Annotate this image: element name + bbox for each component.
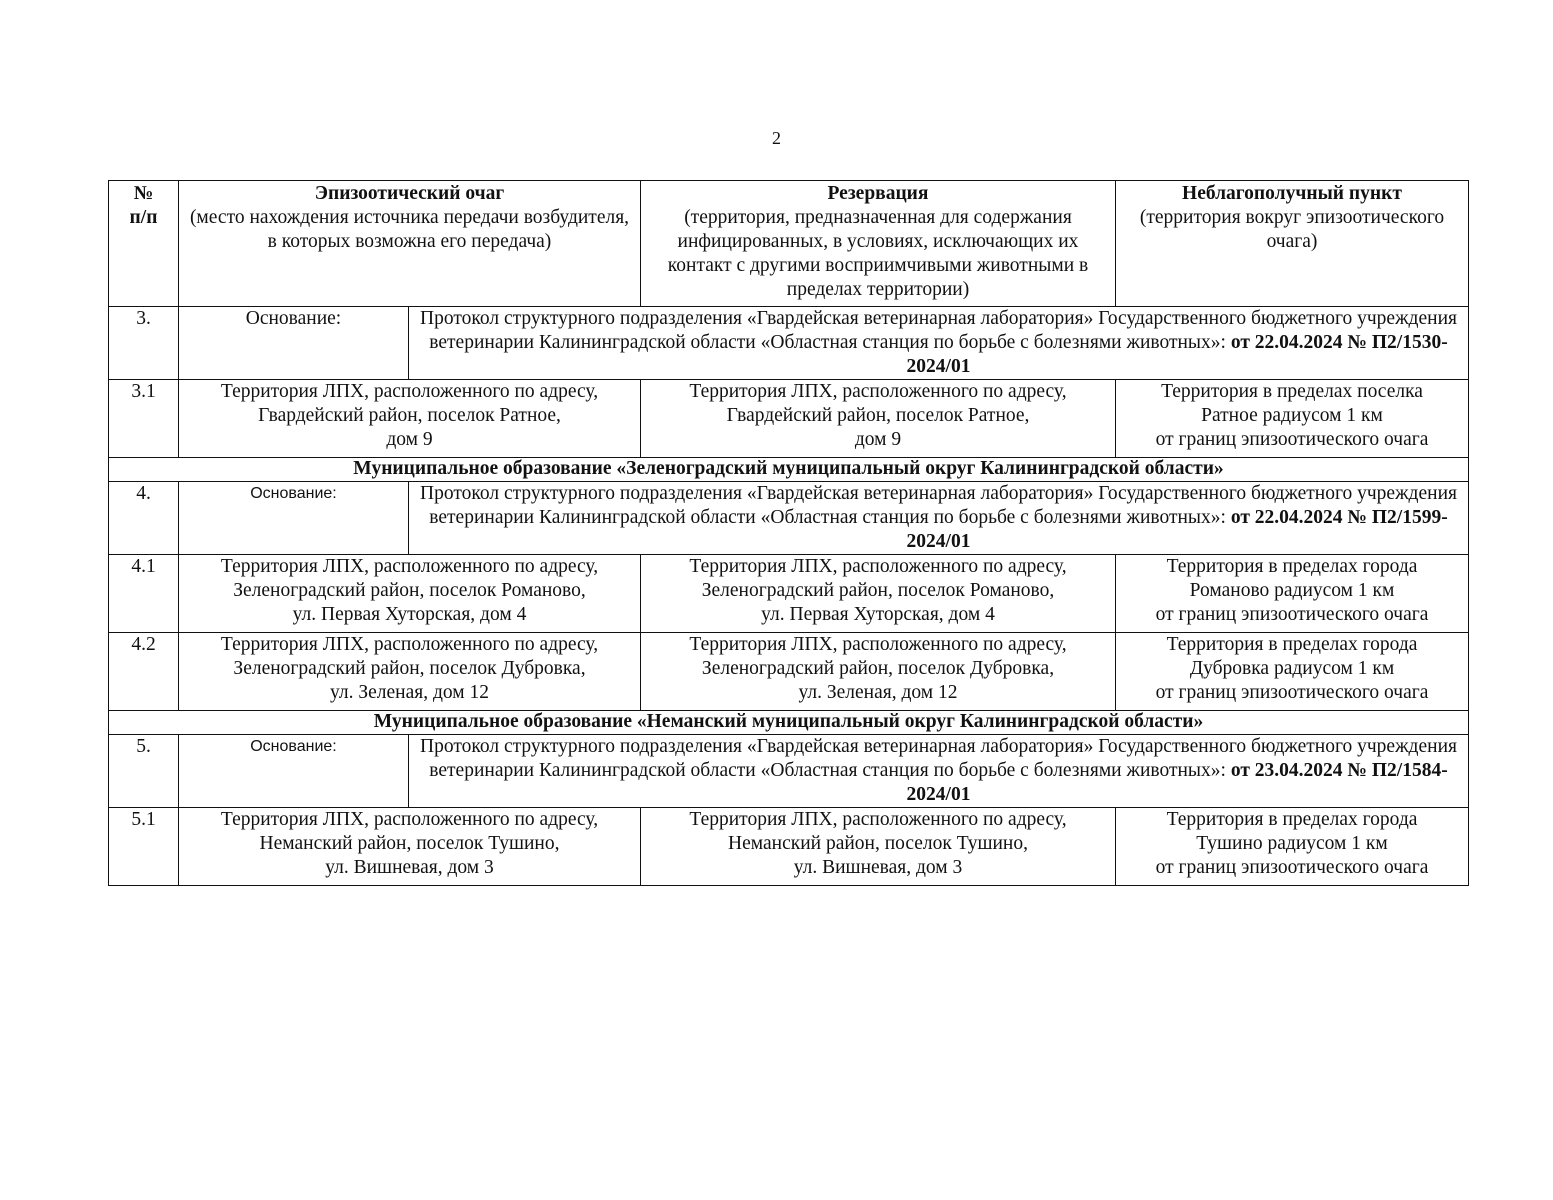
affected-point-cell-line: Ратное радиусом 1 км <box>1201 405 1383 426</box>
municipal-title: Муниципальное образование «Зеленоградский муниципальный округ Калининградской области» <box>109 458 1469 482</box>
municipal-row <box>109 458 1469 482</box>
basis-protocol-text <box>409 482 1469 555</box>
basis-row <box>109 735 1469 808</box>
affected-point-cell <box>1116 555 1469 633</box>
header-number-line-2: п/п <box>129 207 158 228</box>
section-number: 5. <box>109 735 179 808</box>
affected-point-cell-line: от границ эпизоотического очага <box>1155 682 1429 703</box>
table-row <box>109 808 1469 886</box>
reservation-cell <box>641 808 1116 886</box>
municipal-row <box>109 711 1469 735</box>
focus-cell-line: ул. Вишневая, дом 3 <box>325 857 494 878</box>
affected-point-cell <box>1116 808 1469 886</box>
header-affected-point <box>1116 181 1469 307</box>
affected-point-cell-line: от границ эпизоотического очага <box>1155 857 1429 878</box>
row-number: 4.2 <box>109 633 179 711</box>
affected-point-cell <box>1116 380 1469 458</box>
header-point-description: (территория вокруг эпизоотического очага) <box>1139 207 1445 252</box>
focus-cell-line: Территория ЛПХ, расположенного по адресу, <box>220 556 599 577</box>
basis-row <box>109 307 1469 380</box>
basis-label: Основание: <box>179 482 409 555</box>
affected-point-cell-line: Дубровка радиусом 1 км <box>1189 658 1395 679</box>
reservation-cell <box>641 380 1116 458</box>
focus-cell-line: Гвардейский район, поселок Ратное, <box>258 405 561 426</box>
reservation-cell-line: Территория ЛПХ, расположенного по адресу, <box>689 809 1067 830</box>
row-number: 5.1 <box>109 808 179 886</box>
header-focus-title: Эпизоотический очаг <box>314 183 505 204</box>
reservation-cell <box>641 633 1116 711</box>
reservation-cell <box>641 555 1116 633</box>
epizootic-table <box>108 180 1469 886</box>
reservation-cell-line: Территория ЛПХ, расположенного по адресу, <box>689 556 1067 577</box>
focus-cell-line: дом 9 <box>386 429 433 450</box>
reservation-cell-line: ул. Зеленая, дом 12 <box>798 682 958 703</box>
basis-protocol-text <box>409 307 1469 380</box>
protocol-number: от 22.04.2024 № П2/1530-2024/01 <box>906 332 1448 377</box>
focus-cell <box>179 633 641 711</box>
focus-cell-line: Неманский район, поселок Тушино, <box>259 833 560 854</box>
header-epizootic-focus <box>179 181 641 307</box>
affected-point-cell-line: Территория в пределах поселка <box>1161 381 1423 402</box>
reservation-cell-line: Территория ЛПХ, расположенного по адресу, <box>689 381 1067 402</box>
reservation-cell-line: Зеленоградский район, поселок Дубровка, <box>701 658 1055 679</box>
row-number: 4.1 <box>109 555 179 633</box>
affected-point-cell-line: Романово радиусом 1 км <box>1189 580 1395 601</box>
reservation-cell-line: Территория ЛПХ, расположенного по адресу, <box>689 634 1067 655</box>
protocol-description: Протокол структурного подразделения «Гвардейская ветеринарная лаборатория» Государственного бюджетного учреждения ветеринарии Калининградской области «Областная станция по борьбе с болезнями животных»: <box>420 308 1457 353</box>
affected-point-cell-line: от границ эпизоотического очага <box>1155 429 1429 450</box>
reservation-cell-line: Гвардейский район, поселок Ратное, <box>726 405 1030 426</box>
affected-point-cell-line: Территория в пределах города <box>1166 556 1418 577</box>
affected-point-cell <box>1116 633 1469 711</box>
header-reservation-description: (территория, предназначенная для содержания инфицированных, в условиях, исключающих их контакт с другими восприимчивыми животными в пределах территории) <box>667 207 1089 300</box>
table-row <box>109 633 1469 711</box>
header-focus-description: (место нахождения источника передачи возбудителя, в которых возможна его передача) <box>189 207 630 252</box>
focus-cell-line: Территория ЛПХ, расположенного по адресу, <box>220 634 599 655</box>
affected-point-cell-line: Территория в пределах города <box>1166 634 1418 655</box>
table-row <box>109 555 1469 633</box>
focus-cell-line: Территория ЛПХ, расположенного по адресу, <box>220 809 599 830</box>
table-header-row <box>109 181 1469 307</box>
protocol-number: от 22.04.2024 № П2/1599-2024/01 <box>906 507 1448 552</box>
focus-cell-line: Зеленоградский район, поселок Романово, <box>233 580 586 601</box>
row-number: 3.1 <box>109 380 179 458</box>
reservation-cell-line: ул. Вишневая, дом 3 <box>793 857 963 878</box>
focus-cell <box>179 380 641 458</box>
section-number: 4. <box>109 482 179 555</box>
reservation-cell-line: дом 9 <box>854 429 902 450</box>
affected-point-cell-line: от границ эпизоотического очага <box>1155 604 1429 625</box>
basis-protocol-text <box>409 735 1469 808</box>
focus-cell <box>179 555 641 633</box>
focus-cell-line: ул. Первая Хуторская, дом 4 <box>292 604 527 625</box>
focus-cell <box>179 808 641 886</box>
page-number: 2 <box>772 128 781 148</box>
reservation-cell-line: Зеленоградский район, поселок Романово, <box>701 580 1055 601</box>
municipal-title: Муниципальное образование «Неманский муниципальный округ Калининградской области» <box>109 711 1469 735</box>
protocol-description: Протокол структурного подразделения «Гвардейская ветеринарная лаборатория» Государственного бюджетного учреждения ветеринарии Калининградской области «Областная станция по борьбе с болезнями животных»: <box>420 736 1457 781</box>
focus-cell-line: Зеленоградский район, поселок Дубровка, <box>233 658 586 679</box>
affected-point-cell-line: Тушино радиусом 1 км <box>1196 833 1388 854</box>
header-number <box>109 181 179 307</box>
header-reservation <box>641 181 1116 307</box>
reservation-cell-line: ул. Первая Хуторская, дом 4 <box>761 604 995 625</box>
section-number: 3. <box>109 307 179 380</box>
reservation-cell-line: Неманский район, поселок Тушино, <box>728 833 1028 854</box>
basis-label: Основание: <box>179 735 409 808</box>
basis-label: Основание: <box>179 307 409 380</box>
header-point-title: Неблагополучный пункт <box>1182 183 1402 204</box>
protocol-number: от 23.04.2024 № П2/1584-2024/01 <box>906 760 1448 805</box>
focus-cell-line: Территория ЛПХ, расположенного по адресу, <box>220 381 599 402</box>
header-number-line-1: № <box>133 183 154 204</box>
header-reservation-title: Резервация <box>827 183 929 204</box>
table-row <box>109 380 1469 458</box>
focus-cell-line: ул. Зеленая, дом 12 <box>329 682 489 703</box>
basis-row <box>109 482 1469 555</box>
affected-point-cell-line: Территория в пределах города <box>1166 809 1418 830</box>
protocol-description: Протокол структурного подразделения «Гвардейская ветеринарная лаборатория» Государственного бюджетного учреждения ветеринарии Калининградской области «Областная станция по борьбе с болезнями животных»: <box>420 483 1457 528</box>
